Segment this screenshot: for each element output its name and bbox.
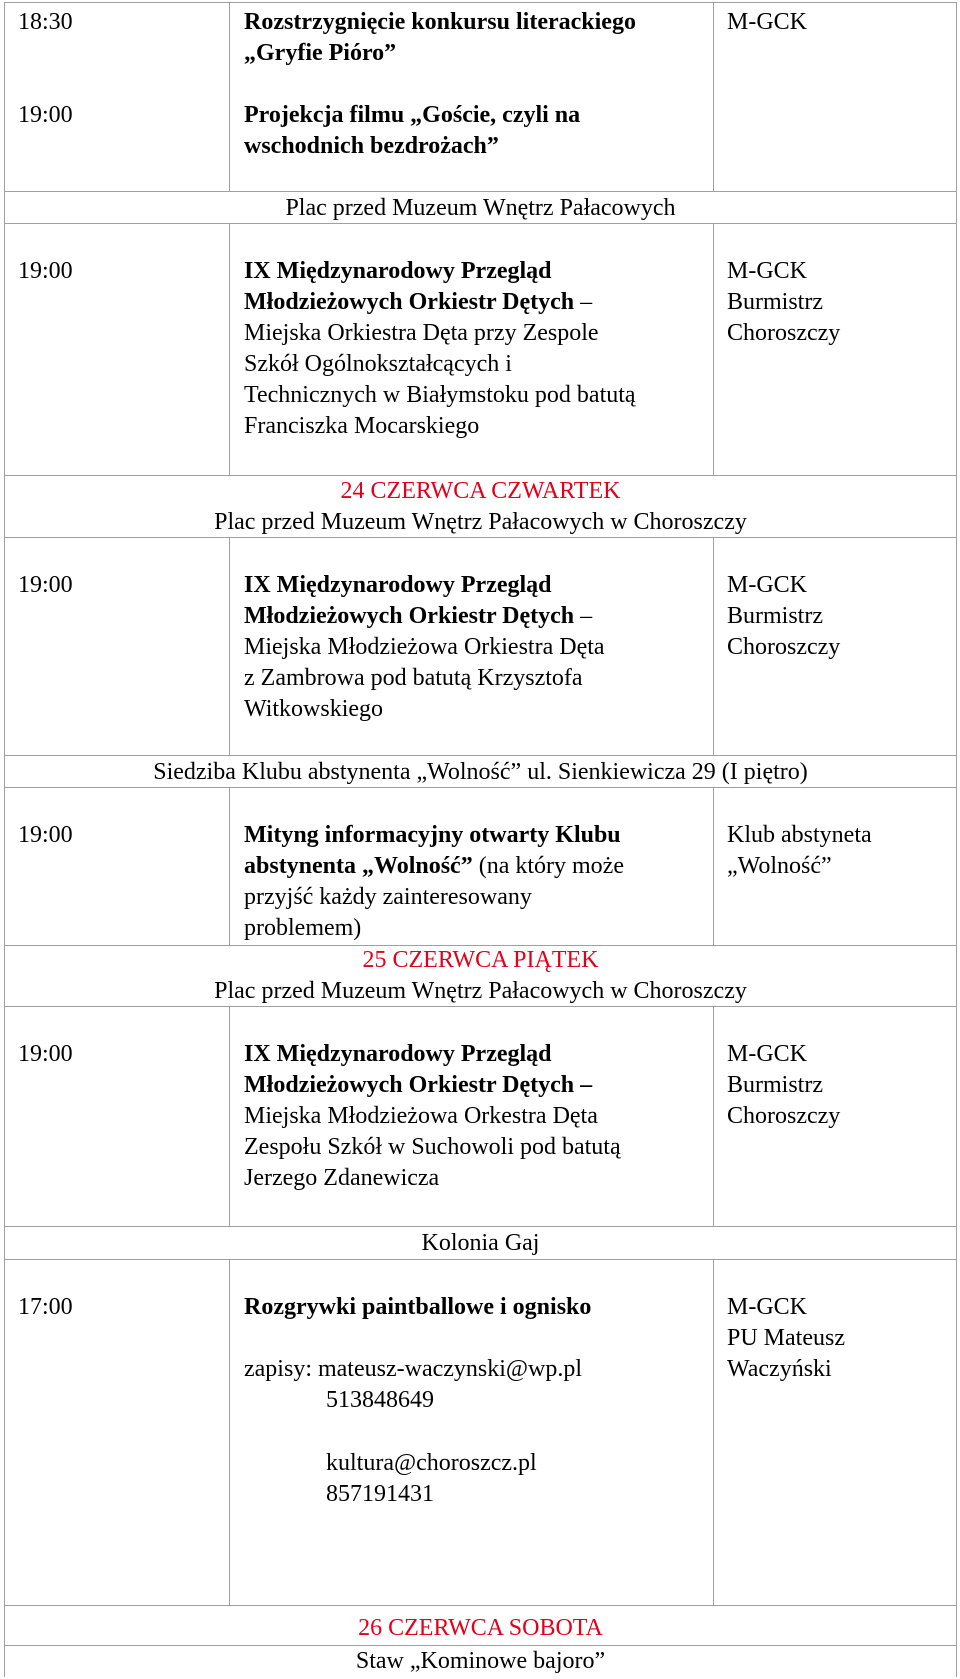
event-time: 19:00 xyxy=(18,102,73,128)
event-description: Technicznych w Białymstoku pod batutą xyxy=(244,382,636,408)
event-organizer: PU Mateusz xyxy=(727,1325,845,1351)
table-divider xyxy=(5,755,956,756)
event-title: IX Międzynarodowy Przegląd xyxy=(244,572,552,598)
column-divider xyxy=(713,223,714,475)
event-title: wschodnich bezdrożach” xyxy=(244,133,499,159)
event-time: 18:30 xyxy=(18,9,73,35)
event-title: Rozstrzygnięcie konkursu literackiego xyxy=(244,9,636,35)
event-time: 19:00 xyxy=(18,1041,73,1067)
table-divider xyxy=(5,1259,956,1260)
table-divider xyxy=(5,1605,956,1606)
event-title: Projekcja filmu „Goście, czyli na xyxy=(244,102,581,128)
event-description: Franciszka Mocarskiego xyxy=(244,413,480,439)
event-time: 19:00 xyxy=(18,572,73,598)
event-description: Witkowskiego xyxy=(244,696,384,722)
column-divider xyxy=(229,3,230,191)
event-description: Miejska Orkiestra Dęta przy Zespole xyxy=(244,320,599,346)
location-heading: Kolonia Gaj xyxy=(421,1230,540,1256)
event-title: IX Międzynarodowy Przegląd xyxy=(244,258,552,284)
event-organizer: Klub abstyneta xyxy=(727,822,872,848)
event-description: Szkół Ogólnokształcących i xyxy=(244,351,512,377)
event-organizer: Choroszczy xyxy=(727,1103,841,1129)
event-organizer: Waczyński xyxy=(727,1356,832,1382)
phone-number: 857191431 xyxy=(326,1481,434,1507)
event-organizer: M-GCK xyxy=(727,9,808,35)
column-divider xyxy=(229,1259,230,1605)
event-title-bold: Młodzieżowych Orkiestr Dętych xyxy=(244,289,575,315)
event-description: Miejska Młodzieżowa Orkestra Dęta xyxy=(244,1103,598,1129)
event-title-bold: Młodzieżowych Orkiestr Dętych xyxy=(244,603,575,629)
event-description: Zespołu Szkół w Suchowoli pod batutą xyxy=(244,1134,621,1160)
location-heading: Siedziba Klubu abstynenta „Wolność” ul. Sienkiewicza 29 (I piętro) xyxy=(153,759,808,785)
signup-contact: zapisy: mateusz-waczynski@wp.pl xyxy=(244,1356,583,1382)
day-heading: 24 CZERWCA CZWARTEK xyxy=(340,478,621,504)
event-title: Mityng informacyjny otwarty Klubu xyxy=(244,822,621,848)
event-organizer: Choroszczy xyxy=(727,634,841,660)
column-divider xyxy=(713,537,714,755)
event-organizer: Burmistrz xyxy=(727,289,823,315)
location-heading: Plac przed Muzeum Wnętrz Pałacowych w Choroszczy xyxy=(214,509,747,535)
event-description: problemem) xyxy=(244,915,362,941)
column-divider xyxy=(229,223,230,475)
event-title-bold: abstynenta „Wolność” xyxy=(244,853,473,879)
event-title: IX Międzynarodowy Przegląd xyxy=(244,1041,552,1067)
event-title xyxy=(244,287,592,318)
schedule-table xyxy=(4,2,957,1677)
day-heading: 25 CZERWCA PIĄTEK xyxy=(362,947,599,973)
column-divider xyxy=(229,537,230,755)
phone-number: 513848649 xyxy=(326,1387,434,1413)
table-divider xyxy=(5,191,956,192)
column-divider xyxy=(713,3,714,191)
event-time: 19:00 xyxy=(18,822,73,848)
event-title: Rozgrywki paintballowe i ognisko xyxy=(244,1294,592,1320)
day-heading: 26 CZERWCA SOBOTA xyxy=(358,1615,603,1641)
event-title: „Gryfie Pióro” xyxy=(244,40,397,66)
event-organizer: M-GCK xyxy=(727,1294,808,1320)
table-divider xyxy=(5,1226,956,1227)
column-divider xyxy=(713,1006,714,1226)
event-description: Miejska Młodzieżowa Orkiestra Dęta xyxy=(244,634,605,660)
event-organizer: Choroszczy xyxy=(727,320,841,346)
event-title xyxy=(244,851,624,882)
event-organizer: M-GCK xyxy=(727,1041,808,1067)
event-description: przyjść każdy zainteresowany xyxy=(244,884,532,910)
email-link[interactable]: kultura@choroszcz.pl xyxy=(326,1450,537,1476)
event-title: Młodzieżowych Orkiestr Dętych – xyxy=(244,1072,593,1098)
title-dash: – xyxy=(574,289,593,315)
event-organizer: M-GCK xyxy=(727,572,808,598)
event-organizer: Burmistrz xyxy=(727,1072,823,1098)
location-heading: Staw „Kominowe bajoro” xyxy=(355,1648,606,1674)
event-time: 19:00 xyxy=(18,258,73,284)
event-organizer: Burmistrz xyxy=(727,603,823,629)
event-description: (na który może xyxy=(472,853,624,879)
event-time: 17:00 xyxy=(18,1294,73,1320)
title-dash: – xyxy=(574,603,593,629)
column-divider xyxy=(229,787,230,945)
column-divider xyxy=(229,1006,230,1226)
event-description: z Zambrowa pod batutą Krzysztofa xyxy=(244,665,583,691)
column-divider xyxy=(713,1259,714,1605)
location-heading: Plac przed Muzeum Wnętrz Pałacowych xyxy=(285,195,676,221)
event-organizer: M-GCK xyxy=(727,258,808,284)
event-description: Jerzego Zdanewicza xyxy=(244,1165,440,1191)
event-title xyxy=(244,601,592,632)
location-heading: Plac przed Muzeum Wnętrz Pałacowych w Choroszczy xyxy=(214,978,747,1004)
column-divider xyxy=(713,787,714,945)
event-organizer: „Wolność” xyxy=(727,853,832,879)
